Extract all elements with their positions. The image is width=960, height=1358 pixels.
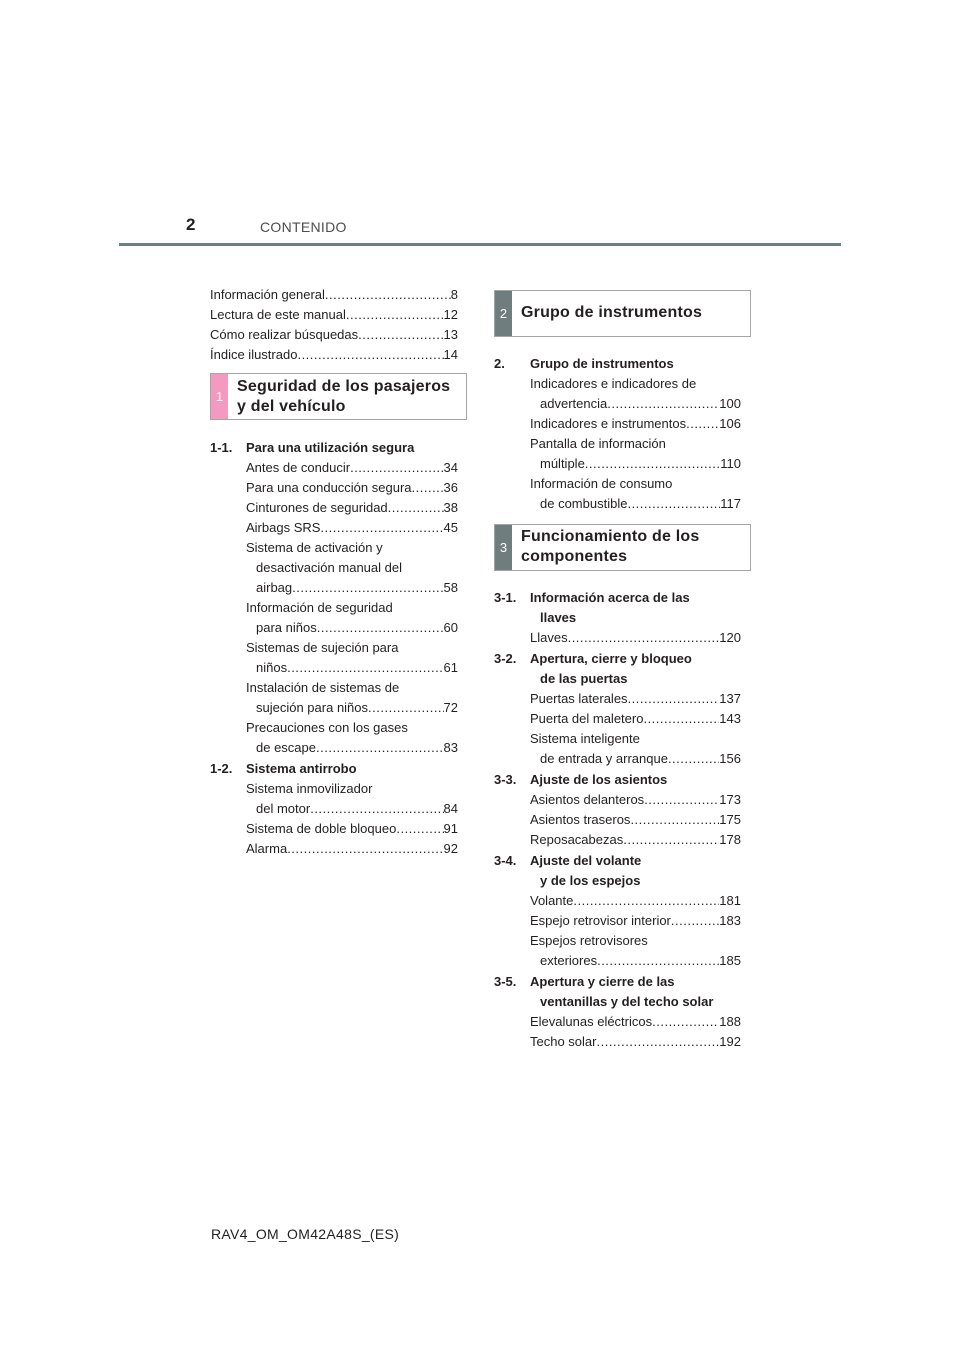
- toc-entry[interactable]: Espejo retrovisor interior ..... 183: [530, 911, 741, 931]
- toc-entry[interactable]: Indicadores e indicadores de advertencia ..... 100: [530, 374, 741, 414]
- section-heading[interactable]: 3-1. Información acerca de las llaves: [494, 590, 690, 625]
- toc-left-column: [210, 285, 458, 859]
- section-heading[interactable]: 3-5. Apertura y cierre de las ventanillas y del techo solar: [494, 974, 714, 1009]
- chapter-1-title: Seguridad de los pasajeros y del vehículo: [237, 378, 451, 415]
- toc-entry[interactable]: Información de seguridad para niños ..... 60: [246, 598, 458, 638]
- section-heading[interactable]: 1-1. Para una utilización segura: [210, 440, 415, 455]
- toc-entry[interactable]: Espejos retrovisores exteriores ..... 185: [530, 931, 741, 971]
- chapter-3-tab: 3: [495, 525, 512, 570]
- header-divider: [119, 243, 841, 246]
- toc-entry[interactable]: Cómo realizar búsquedas ..... 13: [210, 325, 458, 345]
- toc-entry[interactable]: Sistema inteligente de entrada y arranque ..... 156: [530, 729, 741, 769]
- toc-entry[interactable]: Lectura de este manual ..... 12: [210, 305, 458, 325]
- page-number: 2: [186, 215, 196, 234]
- toc-right-column: [494, 290, 741, 1052]
- section-heading[interactable]: 3-4. Ajuste del volante y de los espejos: [494, 853, 642, 888]
- header-title: CONTENIDO: [260, 219, 347, 235]
- toc-entry[interactable]: Información de consumo de combustible ..... 117: [530, 474, 741, 514]
- toc-entry[interactable]: Reposacabezas ..... 178: [530, 830, 741, 850]
- toc-entry[interactable]: Para una conducción segura ..... 36: [246, 478, 458, 498]
- section-heading[interactable]: 3-3. Ajuste de los asientos: [494, 772, 668, 787]
- chapter-2-tab: 2: [495, 291, 512, 336]
- toc-entry[interactable]: Sistema inmovilizador del motor ..... 84: [246, 779, 458, 819]
- chapter-3-title: Funcionamiento de los componentes: [521, 528, 700, 565]
- toc-entry[interactable]: Instalación de sistemas de sujeción para niños ..... 72: [246, 678, 458, 718]
- toc-entry[interactable]: Llaves ..... 120: [530, 628, 741, 648]
- toc-entry[interactable]: Precauciones con los gases de escape ..... 83: [246, 718, 458, 758]
- footer-document-code: RAV4_OM_OM42A48S_(ES): [211, 1226, 400, 1242]
- toc-entry[interactable]: Airbags SRS ..... 45: [246, 518, 458, 538]
- chapter-1-header[interactable]: [210, 373, 467, 420]
- toc-entry[interactable]: Elevalunas eléctricos ..... 188: [530, 1012, 741, 1032]
- toc-entry[interactable]: Asientos traseros ..... 175: [530, 810, 741, 830]
- toc-entry[interactable]: Índice ilustrado ..... 14: [210, 345, 458, 365]
- toc-entry[interactable]: Puertas laterales ..... 137: [530, 689, 741, 709]
- toc-entry[interactable]: Techo solar ..... 192: [530, 1032, 741, 1052]
- chapter-3-header[interactable]: [494, 524, 751, 571]
- section-heading[interactable]: 2. Grupo de instrumentos: [494, 356, 674, 371]
- chapter-1-tab: 1: [211, 374, 228, 419]
- toc-entry[interactable]: Pantalla de información múltiple ..... 110: [530, 434, 741, 474]
- toc-entry[interactable]: Volante ..... 181: [530, 891, 741, 911]
- toc-entry[interactable]: Asientos delanteros ..... 173: [530, 790, 741, 810]
- chapter-2-header[interactable]: [494, 290, 751, 337]
- toc-entry[interactable]: Indicadores e instrumentos ..... 106: [530, 414, 741, 434]
- section-heading[interactable]: 1-2. Sistema antirrobo: [210, 761, 357, 776]
- toc-entry[interactable]: Alarma ..... 92: [246, 839, 458, 859]
- toc-entry[interactable]: Sistema de activación y desactivación manual del airbag ..... 58: [246, 538, 458, 598]
- toc-entry[interactable]: Información general ..... 8: [210, 285, 458, 305]
- section-heading[interactable]: 3-2. Apertura, cierre y bloqueo de las puertas: [494, 651, 692, 686]
- toc-entry[interactable]: Sistemas de sujeción para niños ..... 61: [246, 638, 458, 678]
- toc-entry[interactable]: Puerta del maletero ..... 143: [530, 709, 741, 729]
- toc-entry[interactable]: Cinturones de seguridad ..... 38: [246, 498, 458, 518]
- toc-entry[interactable]: Antes de conducir ..... 34: [246, 458, 458, 478]
- chapter-2-title: Grupo de instrumentos: [521, 304, 703, 321]
- toc-entry[interactable]: Sistema de doble bloqueo ..... 91: [246, 819, 458, 839]
